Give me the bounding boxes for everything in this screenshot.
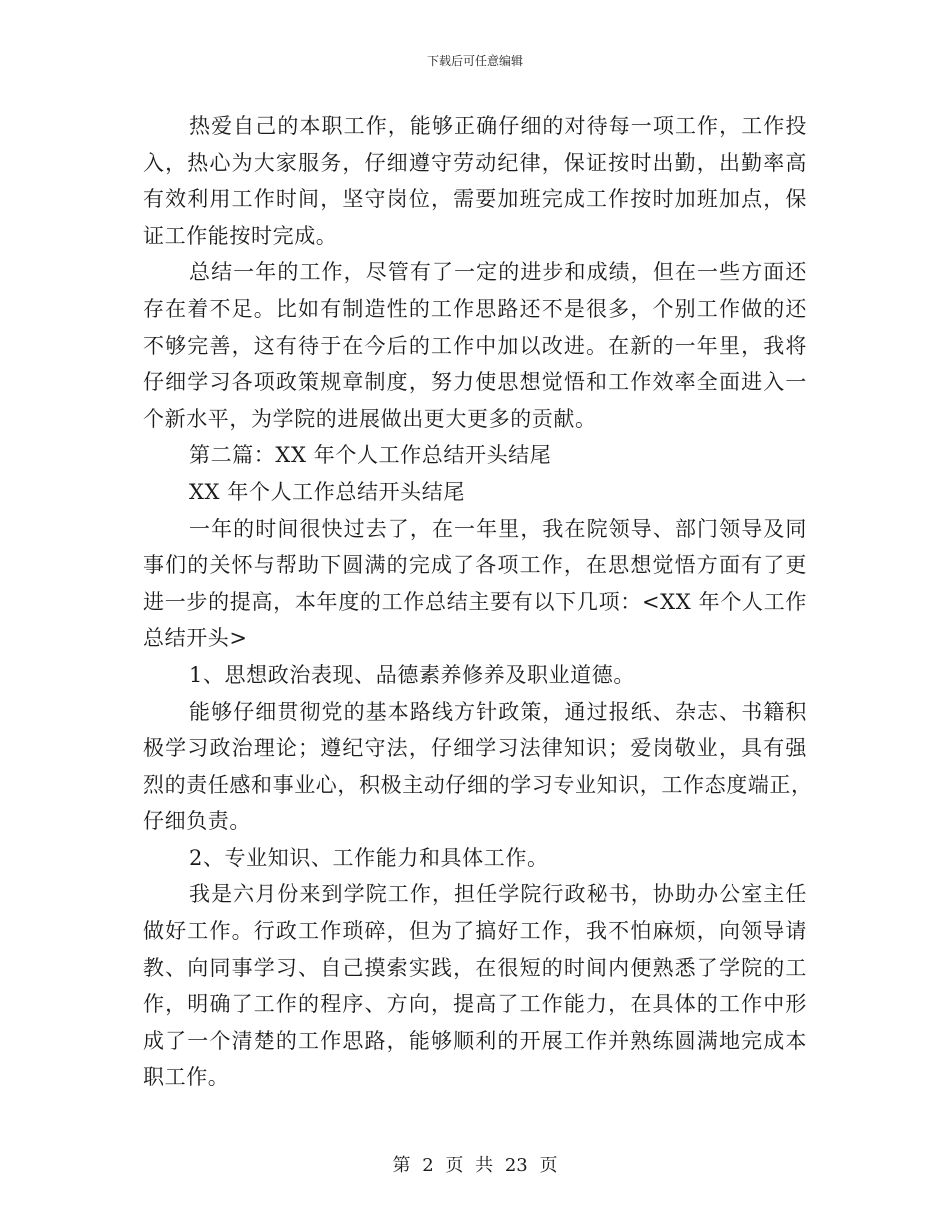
text-line: 2、专业知识、工作能力和具体工作。 xyxy=(189,845,549,870)
document-body xyxy=(143,108,813,1096)
text-line: 存在着不足。比如有制造性的工作思路还不是很多，个别工作做的还 xyxy=(143,296,807,321)
text-line: 能够仔细贯彻党的基本路线方针政策，通过报纸、杂志、书籍积 xyxy=(189,699,807,724)
text-line: 总结一年的工作，尽管有了一定的进步和成绩，但在一些方面还 xyxy=(189,260,807,285)
text-line: 1、思想政治表现、品德素养修养及职业道德。 xyxy=(189,662,635,687)
text-line: 有效利用工作时间，坚守岗位，需要加班完成工作按时加班加点，保 xyxy=(143,187,807,212)
page-header: 下载后可任意编辑 xyxy=(426,54,523,68)
text-line: 仔细负责。 xyxy=(143,809,251,834)
text-line: 事们的关怀与帮助下圆满的完成了各项工作，在思想觉悟方面有了更 xyxy=(143,553,807,578)
text-line: 烈的责任感和事业心，积极主动仔细的学习专业知识，工作态度端正， xyxy=(143,772,813,797)
text-line: 一年的时间很快过去了，在一年里，我在院领导、部门领导及同 xyxy=(189,516,807,541)
text-line: 进一步的提高，本年度的工作总结主要有以下几项：<XX 年个人工作 xyxy=(143,589,807,614)
text-line: 极学习政治理论；遵纪守法，仔细学习法律知识；爱岗敬业，具有强 xyxy=(143,736,807,761)
text-line: 证工作能按时完成。 xyxy=(143,223,338,248)
text-line: 个新水平，为学院的进展做出更大更多的贡献。 xyxy=(143,406,597,431)
page-number: 第 2 页 共 23 页 xyxy=(392,1155,558,1176)
text-line: 教、向同事学习、自己摸索实践，在很短的时间内便熟悉了学院的工 xyxy=(143,955,807,980)
text-line: 作，明确了工作的程序、方向，提高了工作能力，在具体的工作中形 xyxy=(143,992,807,1017)
text-line: 仔细学习各项政策规章制度，努力使思想觉悟和工作效率全面进入一 xyxy=(143,370,807,395)
text-line: XX 年个人工作总结开头结尾 xyxy=(189,479,465,504)
text-line: 热爱自己的本职工作，能够正确仔细的对待每一项工作，工作投 xyxy=(189,114,807,138)
text-line: 职工作。 xyxy=(143,1065,230,1090)
text-line: 成了一个清楚的工作思路，能够顺利的开展工作并熟练圆满地完成本 xyxy=(143,1028,807,1053)
text-line: 做好工作。行政工作琐碎，但为了搞好工作，我不怕麻烦，向领导请 xyxy=(143,919,807,944)
text-line: 总结开头> xyxy=(143,626,248,651)
text-line: 第二篇：XX 年个人工作总结开头结尾 xyxy=(189,443,552,468)
text-line: 不够完善，这有待于在今后的工作中加以改进。在新的一年里，我将 xyxy=(143,333,807,358)
text-line: 我是六月份来到学院工作，担任学院行政秘书，协助办公室主任 xyxy=(189,882,807,907)
text-line: 入，热心为大家服务，仔细遵守劳动纪律，保证按时出勤，出勤率高 xyxy=(143,150,807,175)
